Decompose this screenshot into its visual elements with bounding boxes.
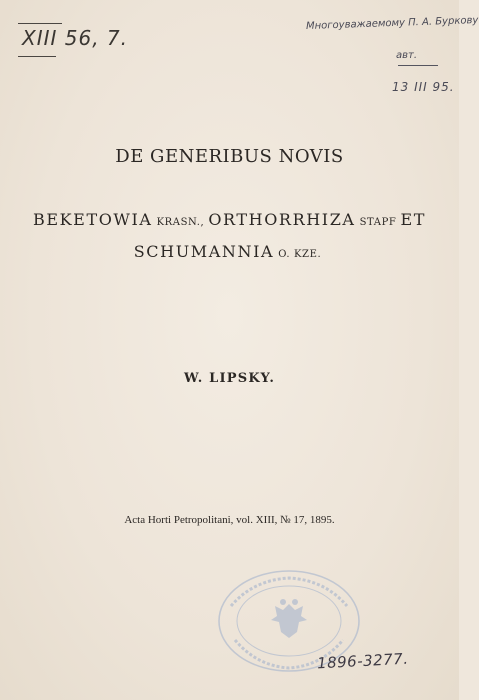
publication-citation: Acta Horti Petropolitani, vol. XIII, № 17, 1895.	[124, 514, 335, 526]
accession-number-handwritten: 1896-3277.	[316, 649, 409, 673]
dedication-underline	[398, 65, 438, 66]
subtitle-line-1	[0, 210, 459, 229]
dedication-date: 13 III 95.	[392, 80, 455, 94]
subtitle-line-2	[0, 242, 459, 261]
shelfmark-bottom-rule	[18, 56, 56, 57]
conjunction-et: ET	[400, 210, 427, 229]
author-krasn: KRASN.,	[156, 217, 205, 228]
author-stapf: STAPF	[359, 217, 397, 228]
double-headed-eagle-icon	[271, 599, 307, 638]
author-name: W. LIPSKY.	[183, 371, 276, 386]
genus-beketowia: BEKETOWIA	[32, 210, 153, 229]
genus-schumannia: SCHUMANNIA	[133, 242, 275, 261]
genus-orthorrhiza: ORTHORRHIZA	[208, 210, 356, 229]
dedication-line-1: Многоуважаемому П. А. Буркову	[305, 14, 479, 33]
main-title: DE GENERIBUS NOVIS	[115, 146, 344, 167]
author-o-kze: O. KZE.	[278, 249, 322, 260]
dedication-line-2: авт.	[396, 50, 418, 61]
handwritten-dedication	[300, 10, 479, 100]
shelfmark-handwritten: XIII 56, 7.	[22, 26, 128, 50]
shelfmark-top-rule	[18, 23, 62, 24]
